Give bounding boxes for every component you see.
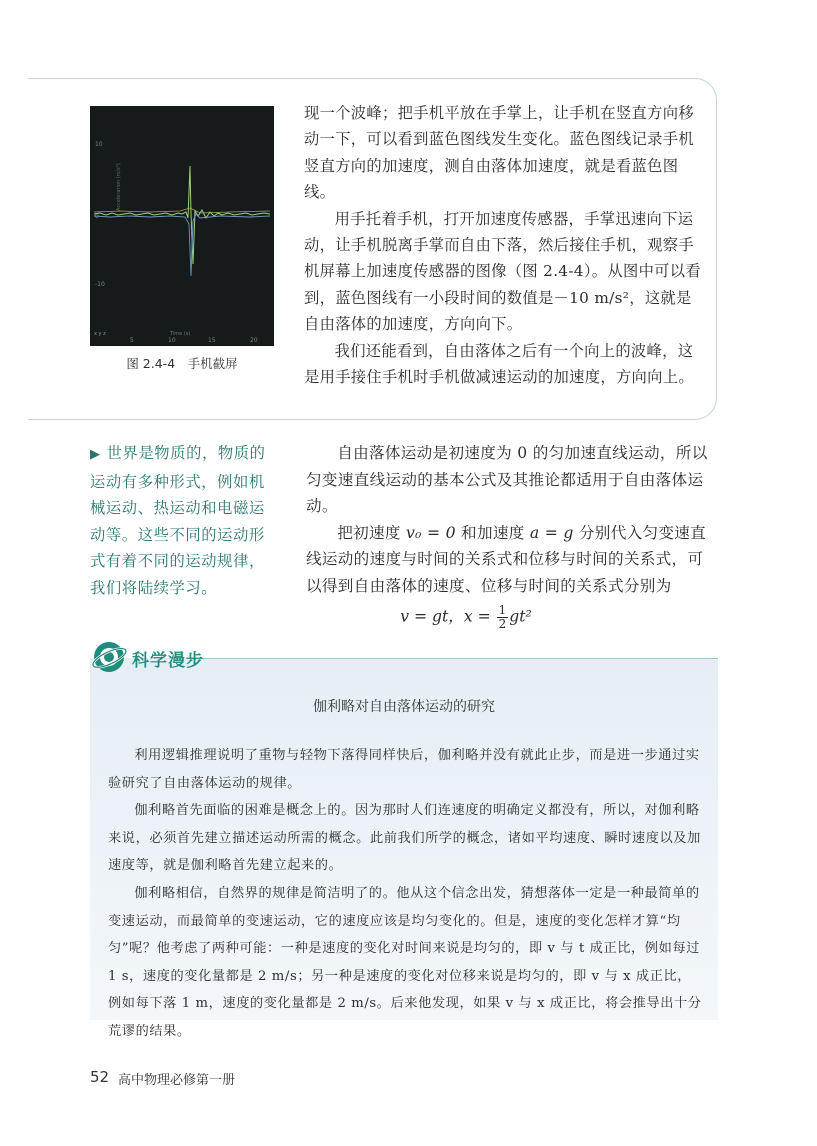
main-paragraph-1: 自由落体运动是初速度为 0 的匀加速直线运动，所以匀变速直线运动的基本公式及其推论都适用于自由落体运动。	[306, 444, 708, 516]
legend: x y z	[94, 331, 106, 337]
main-paragraph-2	[306, 520, 718, 600]
experiment-paragraph-3: 我们还能看到，自由落体之后有一个向上的波峰，这是用手接住手机时手机做减速运动的加速度，方向向上。	[304, 341, 694, 387]
formula-fraction	[497, 604, 509, 631]
formula-right: gt²	[509, 607, 532, 626]
side-note	[90, 440, 280, 602]
fraction-numerator: 1	[498, 603, 507, 617]
initial-velocity-expr: v₀ = 0	[406, 523, 456, 542]
main-text	[306, 440, 718, 600]
experiment-text	[304, 100, 704, 390]
section-divider	[200, 658, 718, 659]
science-walk-logo-icon	[90, 638, 128, 676]
y-axis-label: Acceleration (m/s²)	[116, 163, 122, 211]
essay-paragraph-2: 伽利略首先面临的困难是概念上的。因为那时人们连速度的明确定义都没有，所以，对伽利略来说，必须首先建立描述运动所需的概念。此前我们所学的概念，诸如平均速度、瞬时速度以及加速度等，就是伽利略首先建立起来的。	[108, 803, 701, 874]
formula-left: v = gt，x =	[400, 607, 491, 626]
y-tick-top: 10	[95, 141, 103, 148]
main-p2-part-c: 分别代入匀变速直线运动的速度与时间的关系式和位移与时间的关系式，可以得到自由落体的速度、位移与时间的关系式分别为	[306, 523, 707, 595]
free-fall-formula	[306, 604, 626, 631]
acceleration-expr: a = g	[529, 523, 574, 542]
x-axis-label: Time (s)	[170, 331, 191, 337]
x-tick-15: 15	[208, 337, 216, 344]
y-tick-zero: 0	[95, 213, 99, 220]
triangle-marker-icon: ▶	[90, 447, 101, 462]
essay-paragraph-3: 伽利略相信，自然界的规律是简洁明了的。他从这个信念出发，猜想落体一定是一种最简单的变速运动，而最简单的变速运动，它的速度应该是均匀变化的。但是，速度的变化怎样才算“均匀”呢？他考虑了两种可能：一种是速度的变化对时间来说是均匀的，即 v 与 t 成正比，例如每过 1 s，速度的变化量都是 2 m/s；另一种是速度的变化对位移来说是均匀的，即 v 与 x 成正比，例如每下落 1 m，速度的变化量都是 2 m/s。后来他发现，如果 v 与 x 成正比，将会推导出十分荒谬的结果。	[108, 885, 702, 1039]
figure-caption: 图 2.4-4 手机截屏	[126, 356, 238, 371]
experiment-paragraph-1: 现一个波峰；把手机平放在手掌上，让手机在竖直方向移动一下，可以看到蓝色图线发生变化。蓝色图线记录手机竖直方向的加速度，测自由落体加速度，就是看蓝色图线。	[304, 104, 694, 202]
fraction-denominator: 2	[498, 617, 507, 631]
book-title: 高中物理必修第一册	[118, 1073, 236, 1088]
x-tick-5: 5	[130, 337, 134, 344]
essay-body	[108, 742, 704, 1046]
essay-paragraph-1: 利用逻辑推理说明了重物与轻物下落得同样快后，伽利略并没有就此止步，而是进一步通过实验研究了自由落体运动的规律。	[108, 748, 700, 791]
essay-title: 伽利略对自由落体运动的研究	[313, 699, 495, 715]
x-tick-20: 20	[250, 337, 258, 344]
main-p2-part-a: 把初速度	[337, 523, 407, 542]
experiment-paragraph-2: 用手托着手机，打开加速度传感器，手掌迅速向下运动，让手机脱离手掌而自由下落，然后接住手机，观察手机屏幕上加速度传感器的图像（图 2.4-4）。从图中可以看到，蓝色图线有一小段时间的数值是－10 m/s²，这就是自由落体的加速度，方向向下。	[304, 209, 701, 334]
phone-screenshot-figure	[90, 106, 274, 346]
accelerometer-plot	[90, 106, 274, 346]
y-tick-bottom: -10	[95, 281, 105, 288]
science-section-title: 科学漫步	[132, 651, 204, 671]
side-note-text: 世界是物质的，物质的运动有多种形式，例如机械运动、热运动和电磁运动等。这些不同的运动形式有着不同的运动规律，我们将陆续学习。	[90, 444, 266, 597]
x-tick-10: 10	[168, 337, 176, 344]
main-p2-part-b: 和加速度	[455, 523, 530, 542]
page-number: 52	[90, 1068, 110, 1086]
